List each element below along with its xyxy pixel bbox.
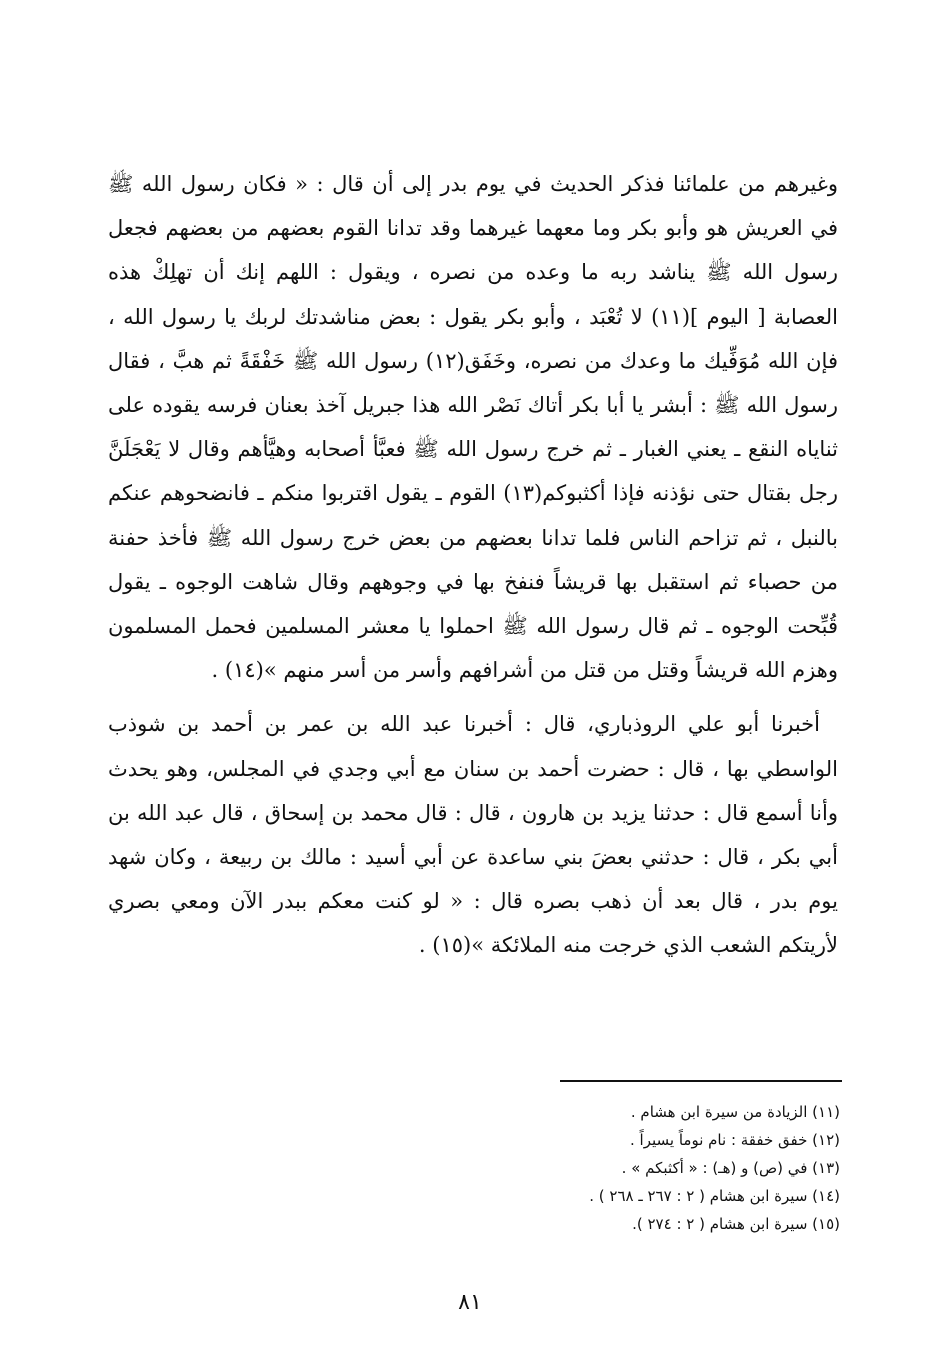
footnote-11: (١١) الزيادة من سيرة ابن هشام . — [630, 1103, 840, 1121]
footnote-12: (١٢) خفق خفقة : نام نوماً يسيراً . — [630, 1131, 840, 1149]
footnote-14: (١٤) سيرة ابن هشام ( ٢ : ٢٦٧ ـ ٢٦٨ ) . — [589, 1187, 840, 1205]
footnote-13: (١٣) في (ص) و (هـ) : « أكثبكم » . — [621, 1159, 840, 1177]
main-text — [108, 162, 838, 968]
paragraph-1: وغيرهم من علمائنا فذكر الحديث في يوم بدر إلى أن قال : « فكان رسول الله ﷺ في العريش هو وأبو بكر وما معهما غيرهما وقد تدانا القوم بعضهم من بعضهم فجعل رسول الله ﷺ يناشد ربه ما وعده من نصره ، ويقول : اللهم إنك أن تهلِكْ هذه العصابة [ اليوم ](١١) لا تُعْبَد ، وأبو بكر يقول : بعض مناشدتك لربك يا رسول الله ، فإن الله مُوَفِّيك ما وعدك من نصره، وخَفَق(١٢) رسول الله ﷺ خَفْقَةً ثم هبَّ ، فقال رسول الله ﷺ : أبشر يا أبا بكر أتاك نَصْر الله هذا جبريل آخذ بعنان فرسه يقوده على ثناياه النقع ـ يعني الغبار ـ ثم خرج رسول الله ﷺ فعبَّأ أصحابه وهيَّأهم وقال لا يَعْجَلَنَّ رجل بقتال حتى نؤذنه فإذا أكثبوكم(١٣) القوم ـ يقول اقتربوا منكم ـ فانضحوهم عنكم بالنبل ، ثم تزاحم الناس فلما تدانا بعضهم من بعض خرج رسول الله ﷺ فأخذ حفنة من حصباء ثم استقبل بها قريشاً فنفخ بها في وجوههم وقال شاهت الوجوه ـ يقول قُبِّحت الوجوه ـ ثم قال رسول الله ﷺ احملوا يا معشر المسلمين فحمل المسلمون وهزم الله قريشاً وقتل من قتل من أشرافهم وأسر من أسر منهم »(١٤) . — [108, 172, 838, 683]
footnote-separator — [560, 1080, 842, 1082]
paragraph-2-text: أخبرنا أبو علي الروذباري، قال : أخبرنا عبد الله بن عمر بن أحمد بن شوذب الواسطي بها ، قال : حضرت أحمد بن سنان مع أبي وجدي في المجلس، وهو يحدث وأنا أسمع قال : حدثنا يزيد بن هارون ، قال : قال محمد بن إسحاق ، قال عبد الله بن أبي بكر ، قال : حدثني بعضَ بني ساعدة عن أبي أسيد : مالك بن ربيعة ، وكان شهد يوم بدر ، قال بعد أن ذهب بصره قال : « لو كنت معكم ببدر الآن ومعي بصري لأريتكم الشعب الذي خرجت منه الملائكة »(١٥) . — [108, 712, 838, 958]
footnote-15: (١٥) سيرة ابن هشام ( ٢ : ٢٧٤ ). — [632, 1215, 840, 1233]
page-number: ٨١ — [458, 1290, 482, 1315]
paragraph-2 — [108, 702, 838, 967]
footnotes — [380, 1098, 840, 1238]
